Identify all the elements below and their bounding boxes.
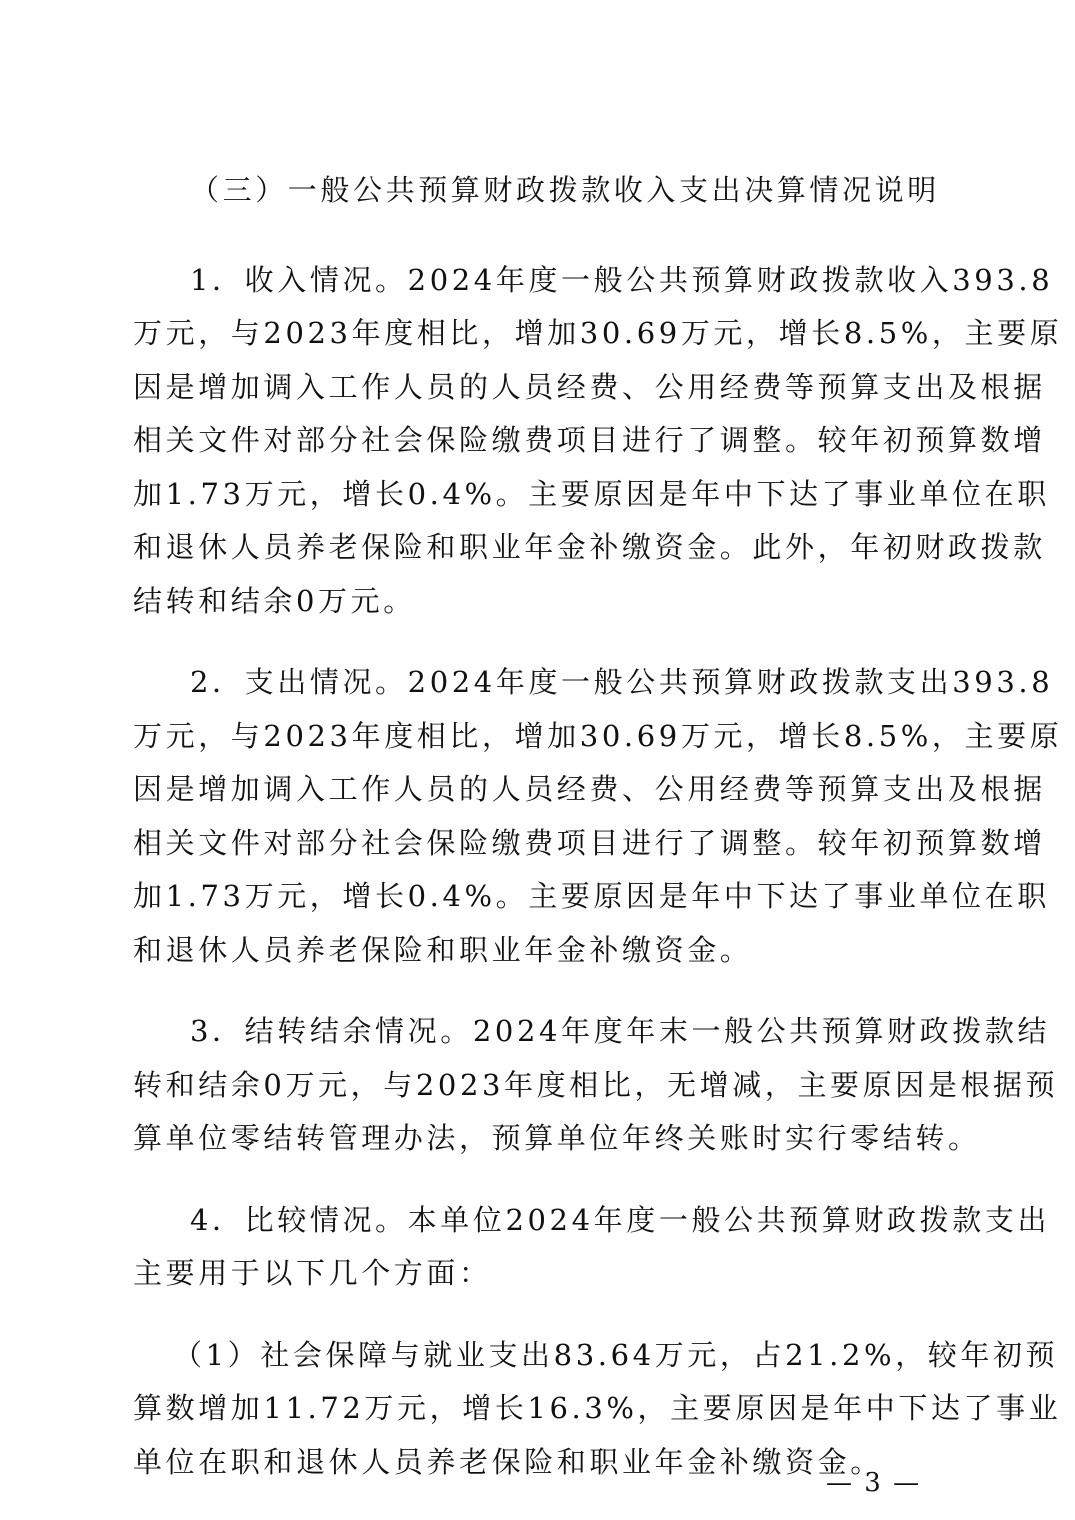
text-line: 单位在职和退休人员养老保险和职业年金补缴资金。 xyxy=(133,1444,883,1479)
text-line: 相关文件对部分社会保险缴费项目进行了调整。较年初预算数增 xyxy=(133,423,1046,457)
text-line: 和退休人员养老保险和职业年金补缴资金。此外，年初财政拨款 xyxy=(133,530,1046,564)
text-line: 万元，与2023年度相比，增加30.69万元，增长8.5%，主要原 xyxy=(133,316,1063,350)
paragraph-expenditure xyxy=(133,656,1063,977)
text-line: 2．支出情况。2024年度一般公共预算财政拨款支出393.8 xyxy=(190,665,1054,699)
text-line: 算单位零结转管理办法，预算单位年终关账时实行零结转。 xyxy=(133,1121,981,1155)
section-heading: （三）一般公共预算财政拨款收入支出决算情况说明 xyxy=(190,173,940,207)
text-line: 和退休人员养老保险和职业年金补缴资金。 xyxy=(133,932,753,967)
text-line: 加1.73万元，增长0.4%。主要原因是年中下达了事业单位在职 xyxy=(133,879,1050,913)
text-line: 加1.73万元，增长0.4%。主要原因是年中下达了事业单位在职 xyxy=(133,476,1050,511)
paragraph-carryover xyxy=(133,1005,1059,1166)
paragraph-income xyxy=(133,254,1063,629)
text-line: （1）社会保障与就业支出83.64万元，占21.2%，较年初预 xyxy=(173,1337,1059,1372)
paragraph-social-security xyxy=(133,1329,1062,1490)
text-line: 算数增加11.72万元，增长16.3%，主要原因是年中下达了事业 xyxy=(133,1391,1062,1425)
text-line: 因是增加调入工作人员的人员经费、公用经费等预算支出及根据 xyxy=(133,772,1046,806)
text-line: 主要用于以下几个方面： xyxy=(133,1256,492,1290)
text-line: 3．结转结余情况。2024年度年末一般公共预算财政拨款结 xyxy=(190,1014,1051,1048)
text-line: 万元，与2023年度相比，增加30.69万元，增长8.5%，主要原 xyxy=(133,718,1063,753)
text-line: 转和结余0万元，与2023年度相比，无增减，主要原因是根据预 xyxy=(133,1067,1059,1102)
document-body xyxy=(133,164,1063,1517)
text-line: 结转和结余0万元。 xyxy=(133,583,416,618)
text-line: 相关文件对部分社会保险缴费项目进行了调整。较年初预算数增 xyxy=(133,825,1046,860)
text-line: 因是增加调入工作人员的人员经费、公用经费等预算支出及根据 xyxy=(133,369,1046,404)
text-line: 4．比较情况。本单位2024年度一般公共预算财政拨款支出 xyxy=(190,1202,1051,1237)
text-line: 1．收入情况。2024年度一般公共预算财政拨款收入393.8 xyxy=(190,262,1054,297)
page-number: — 3 — xyxy=(826,1468,922,1498)
paragraph-comparison xyxy=(133,1194,1051,1301)
